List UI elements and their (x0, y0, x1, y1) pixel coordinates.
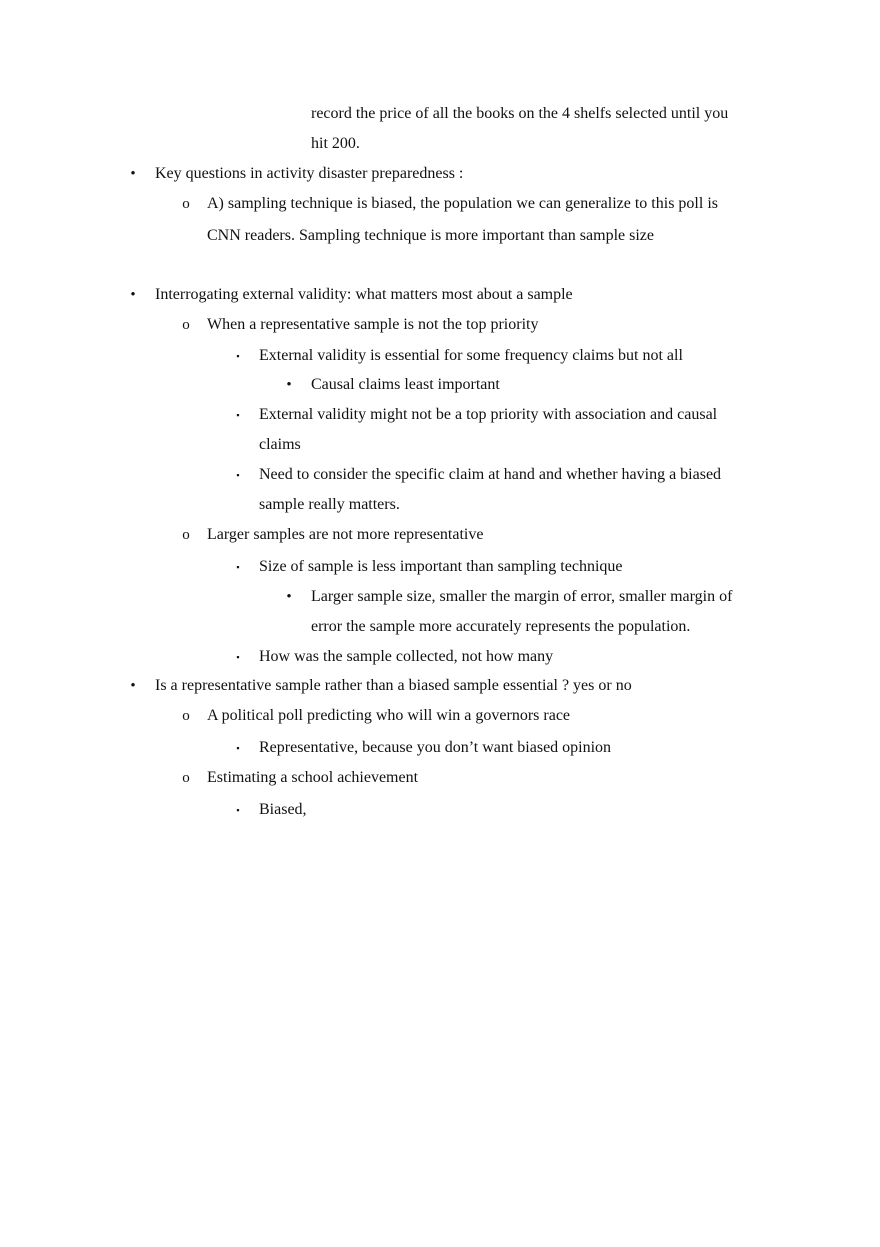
note-line: External validity is essential for some frequency claims but not all (259, 347, 683, 364)
bullet-square-icon: ▪ (236, 351, 240, 361)
bullet-disc-icon: • (130, 678, 136, 694)
bullet-square-icon: ▪ (236, 410, 240, 420)
bullet-circle-icon: o (182, 196, 190, 212)
note-line: Size of sample is less important than sampling technique (259, 558, 623, 575)
note-line: sample really matters. (259, 496, 400, 513)
note-line: When a representative sample is not the top priority (207, 316, 539, 333)
note-line: claims (259, 436, 301, 453)
bullet-circle-icon: o (182, 708, 190, 724)
note-line: error the sample more accurately represents the population. (311, 618, 691, 635)
bullet-circle-icon: o (182, 527, 190, 543)
note-line: Key questions in activity disaster preparedness : (155, 165, 464, 182)
bullet-square-icon: ▪ (236, 743, 240, 753)
bullet-square-icon: ▪ (236, 562, 240, 572)
note-line: External validity might not be a top priority with association and causal (259, 406, 718, 423)
note-line: Need to consider the specific claim at hand and whether having a biased (259, 466, 722, 483)
note-line: hit 200. (311, 135, 360, 152)
bullet-disc-icon: • (130, 287, 136, 303)
note-line: Biased, (259, 801, 307, 818)
note-line: Estimating a school achievement (207, 769, 419, 786)
bullet-square-icon: ▪ (236, 652, 240, 662)
bullet-circle-icon: o (182, 317, 190, 333)
bullet-square-icon: ▪ (236, 470, 240, 480)
bullet-disc-icon: • (286, 377, 292, 393)
bullet-disc-icon: • (286, 589, 292, 605)
note-line: Is a representative sample rather than a biased sample essential ? yes or no (155, 677, 632, 694)
note-line: Causal claims least important (311, 376, 500, 393)
note-line: Representative, because you don’t want biased opinion (259, 739, 612, 756)
bullet-disc-icon: • (130, 166, 136, 182)
note-line: A political poll predicting who will win a governors race (207, 707, 571, 724)
bullet-square-icon: ▪ (236, 805, 240, 815)
note-line: Larger sample size, smaller the margin of error, smaller margin of (311, 588, 733, 605)
bullet-circle-icon: o (182, 770, 190, 786)
note-line: Interrogating external validity: what matters most about a sample (155, 286, 573, 303)
note-line: CNN readers. Sampling technique is more important than sample size (207, 227, 654, 244)
note-line: Larger samples are not more representative (207, 526, 484, 543)
note-line: A) sampling technique is biased, the population we can generalize to this poll is (207, 195, 718, 212)
note-line: record the price of all the books on the 4 shelfs selected until you (311, 105, 729, 122)
note-line: How was the sample collected, not how many (259, 648, 554, 665)
